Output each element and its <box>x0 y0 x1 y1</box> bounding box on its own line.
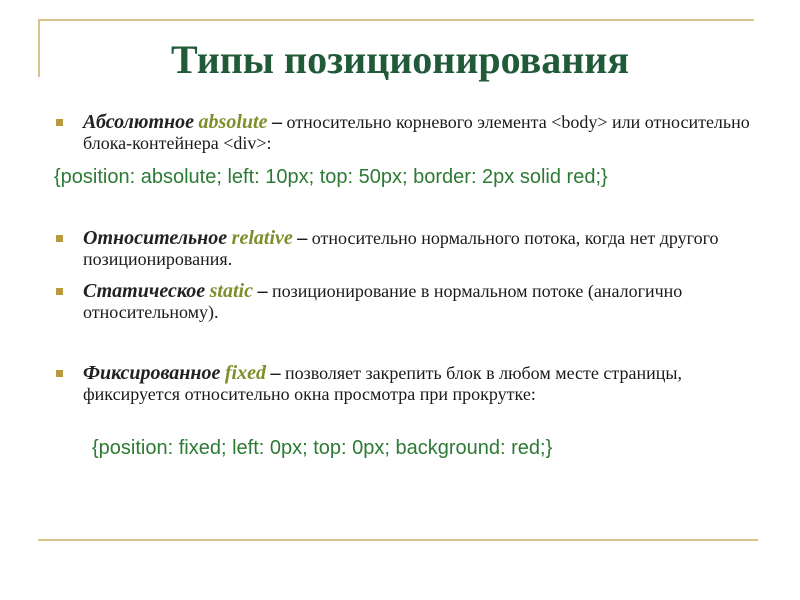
square-bullet-icon <box>56 370 63 377</box>
square-bullet-icon <box>56 119 63 126</box>
term-ru: Фиксированное <box>83 362 221 384</box>
term-en: static <box>209 280 253 302</box>
code-example-absolute: {position: absolute; left: 10px; top: 50px; border: 2px solid red;} <box>54 166 608 188</box>
term-description: относительно нормального потока, когда нет другого позиционирования. <box>83 228 719 269</box>
term-en: absolute <box>198 111 268 133</box>
term-ru: Относительное <box>83 227 228 249</box>
term-en: fixed <box>224 362 266 384</box>
slide-title: Типы позиционирования <box>171 37 629 82</box>
dash: – <box>257 280 268 302</box>
item-text <box>83 112 776 154</box>
item-text <box>83 363 776 405</box>
term-description: позиционирование в нормальном потоке (аналогично относительному). <box>83 281 683 322</box>
list-item-fixed <box>56 363 776 405</box>
term-description: относительно корневого элемента <body> или относительно блока-контейнера <div>: <box>83 112 750 153</box>
item-text <box>83 281 776 323</box>
dash: – <box>271 111 282 133</box>
bottom-rule <box>38 539 758 541</box>
item-text <box>83 228 776 270</box>
list-item-absolute <box>56 112 776 154</box>
square-bullet-icon <box>56 288 63 295</box>
dash: – <box>297 227 308 249</box>
term-description: позволяет закрепить блок в любом месте страницы, фиксируется относительно окна просмотра при прокрутке: <box>83 363 682 404</box>
list-item-relative <box>56 228 776 270</box>
term-en: relative <box>231 227 293 249</box>
term-ru: Статическое <box>83 280 206 302</box>
dash: – <box>270 362 281 384</box>
code-example-fixed: {position: fixed; left: 0px; top: 0px; background: red;} <box>92 437 553 459</box>
top-rule <box>38 19 754 21</box>
term-ru: Абсолютное <box>83 111 195 133</box>
list-item-static <box>56 281 776 323</box>
square-bullet-icon <box>56 235 63 242</box>
